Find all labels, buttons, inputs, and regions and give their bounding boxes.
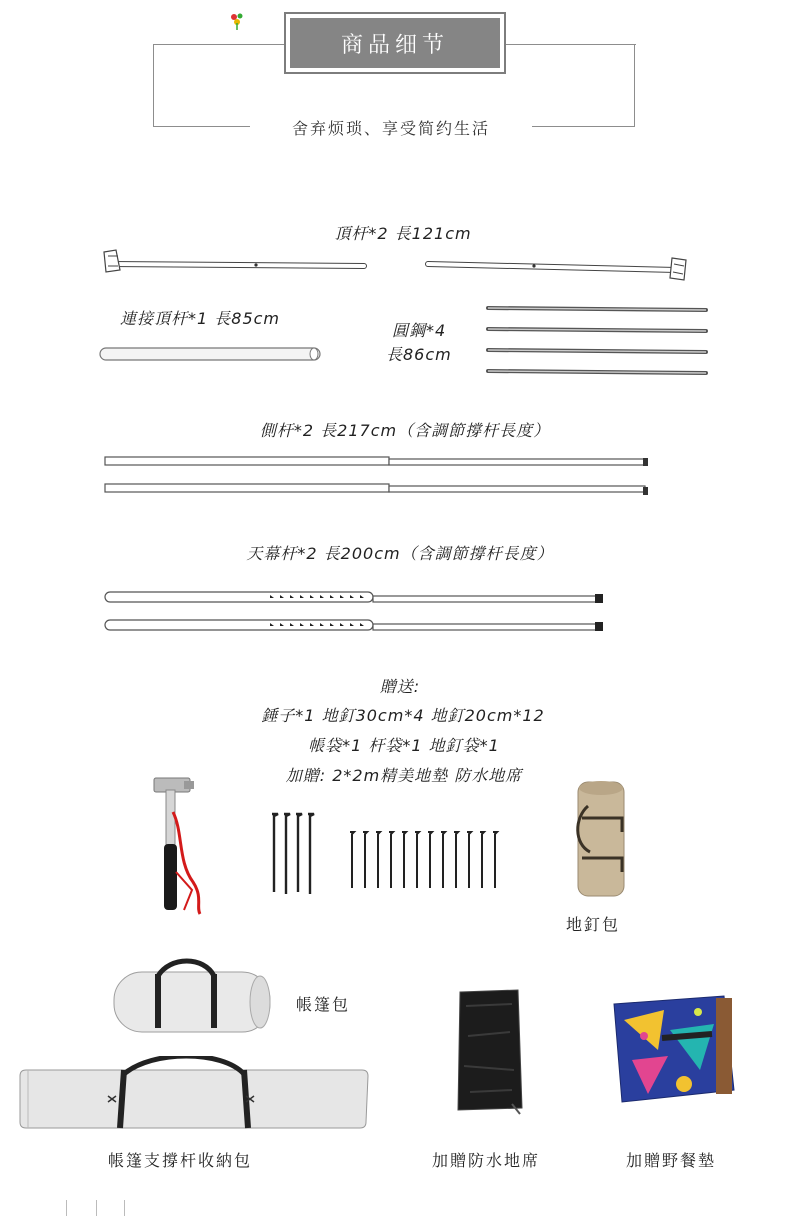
side-pole-label: 側杆*2 長217cm（含調節撐杆長度） <box>259 421 551 440</box>
steel-rods-image <box>482 300 714 380</box>
bottom-divider-2 <box>96 1200 97 1216</box>
connector-pole-image <box>96 344 326 366</box>
bottom-divider-3 <box>124 1200 125 1216</box>
page-subtitle: 舍弃烦琐、享受简约生活 <box>250 114 532 140</box>
long-stakes-image <box>264 810 324 898</box>
header-frame-top-right <box>506 44 636 45</box>
side-poles-image <box>100 450 656 506</box>
stake-bag-image <box>568 778 632 900</box>
stake-bag-caption: 地釘包 <box>566 915 621 934</box>
gifts-heading: 贈送: <box>379 677 421 696</box>
picnic-mat-image <box>604 990 740 1108</box>
top-pole-right-image <box>422 254 694 286</box>
connector-pole-label: 連接頂杆*1 長85cm <box>120 309 281 328</box>
top-pole-label: 頂杆*2 長121cm <box>334 224 472 243</box>
steel-rod-label-2: 長86cm <box>386 345 452 364</box>
bottom-divider-1 <box>66 1200 67 1216</box>
page-title: 商品细节 <box>290 18 500 68</box>
top-pole-left-image <box>98 242 370 274</box>
canopy-pole-label: 天幕杆*2 長200cm（含調節撐杆長度） <box>246 544 554 563</box>
gifts-line-2: 帳袋*1 杆袋*1 地釘袋*1 <box>308 736 500 755</box>
pole-bag-image <box>12 1056 372 1136</box>
gifts-line-1: 錘子*1 地釘30cm*4 地釘20cm*12 <box>261 706 545 725</box>
ground-sheet-image <box>452 986 532 1116</box>
gifts-line-3: 加贈: 2*2m精美地墊 防水地席 <box>285 766 523 785</box>
canopy-poles-image <box>100 586 616 642</box>
tent-bag-image <box>110 958 276 1038</box>
hammer-image <box>148 772 218 918</box>
tent-bag-caption: 帳篷包 <box>296 995 351 1014</box>
ground-sheet-caption: 加贈防水地席 <box>432 1151 541 1170</box>
brand-logo-icon <box>229 11 245 31</box>
pole-bag-caption: 帳篷支撐杆收納包 <box>108 1151 253 1170</box>
steel-rod-label-1: 圓鋼*4 <box>392 321 447 340</box>
picnic-mat-caption: 加贈野餐墊 <box>626 1151 717 1170</box>
short-stakes-image <box>344 828 510 892</box>
header-frame-top-left <box>153 44 285 45</box>
